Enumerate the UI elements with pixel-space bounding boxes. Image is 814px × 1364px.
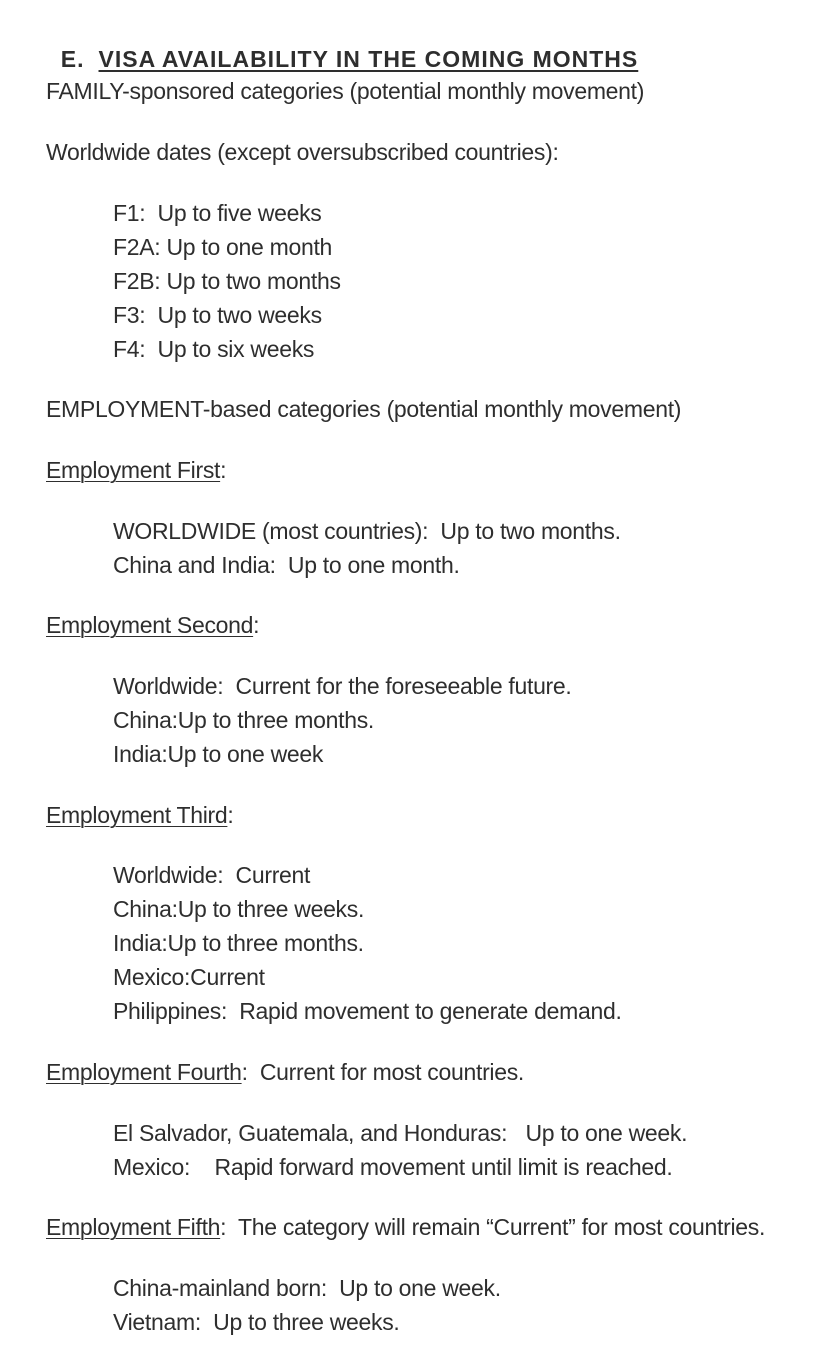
employment-fourth-item <box>113 1119 687 1147</box>
heading-label: Employment Fourth <box>46 1059 242 1085</box>
employment-second-item <box>113 706 374 734</box>
employment-fourth-item <box>113 1153 672 1181</box>
item-text: Up to one week <box>167 741 324 767</box>
employment-fifth-item <box>113 1308 400 1336</box>
employment-fifth-item <box>113 1274 501 1302</box>
employment-third-heading <box>46 801 234 829</box>
heading-label: Employment Fifth <box>46 1214 221 1240</box>
item-label: Worldwide: <box>113 862 224 888</box>
item-label: F2B: <box>113 268 161 294</box>
heading-suffix: : <box>227 802 234 828</box>
employment-third-item <box>113 929 364 957</box>
item-text: Up to two months. <box>440 518 621 544</box>
employment-first-item <box>113 517 621 545</box>
family-item-f2a <box>113 233 332 261</box>
heading-suffix: : <box>253 612 260 638</box>
item-text: Up to two weeks <box>157 302 322 328</box>
item-label: Vietnam: <box>113 1309 201 1335</box>
item-label: India: <box>113 930 168 956</box>
employment-intro: EMPLOYMENT-based categories (potential monthly movement) <box>46 396 682 422</box>
item-text: Current for the foreseeable future. <box>235 673 572 699</box>
family-intro: FAMILY-sponsored categories (potential monthly movement) <box>46 78 645 104</box>
family-worldwide-label: Worldwide dates (except oversubscribed countries): <box>46 139 559 165</box>
employment-third-item <box>113 997 622 1025</box>
item-label: WORLDWIDE (most countries): <box>113 518 429 544</box>
item-label: China and India: <box>113 552 276 578</box>
employment-fifth-heading <box>46 1213 765 1241</box>
employment-first-item <box>113 551 460 579</box>
item-label: India: <box>113 741 168 767</box>
section-title: VISA AVAILABILITY IN THE COMING MONTHS <box>98 46 639 72</box>
item-text: Up to three weeks. <box>213 1309 400 1335</box>
employment-second-item <box>113 740 323 768</box>
item-label: China: <box>113 707 178 733</box>
employment-third-item <box>113 963 265 991</box>
item-text: Current <box>190 964 265 990</box>
item-label: F3: <box>113 302 146 328</box>
section-letter: E. <box>60 46 85 72</box>
item-label: Mexico: <box>113 964 191 990</box>
item-label: F2A: <box>113 234 161 260</box>
employment-second-heading <box>46 611 259 639</box>
item-text: Up to two months <box>166 268 341 294</box>
item-label: China: <box>113 896 178 922</box>
item-text: Up to six weeks <box>157 336 315 362</box>
item-label: Philippines: <box>113 998 228 1024</box>
item-text: Up to one month. <box>287 552 460 578</box>
employment-fourth-heading <box>46 1058 524 1086</box>
family-item-f2b <box>113 267 341 295</box>
item-text: Up to one week. <box>339 1275 501 1301</box>
item-text: Up to five weeks <box>157 200 322 226</box>
item-text: Rapid movement to generate demand. <box>239 998 622 1024</box>
family-item-f3 <box>113 301 322 329</box>
item-text: Rapid forward movement until limit is reached. <box>214 1154 673 1180</box>
employment-third-item <box>113 861 310 889</box>
employment-third-item <box>113 895 364 923</box>
item-text: Up to three weeks. <box>177 896 365 922</box>
heading-suffix: : Current for most countries. <box>241 1059 525 1085</box>
item-label: China-mainland born: <box>113 1275 327 1301</box>
employment-second-item <box>113 672 572 700</box>
heading-suffix: : The category will remain “Current” for most countries. <box>220 1214 766 1240</box>
family-item-f4 <box>113 335 314 363</box>
heading-label: Employment Second <box>46 612 254 638</box>
item-text: Up to one week. <box>525 1120 688 1146</box>
item-label: F4: <box>113 336 146 362</box>
item-text: Up to one month <box>166 234 333 260</box>
item-text: Up to three months. <box>177 707 374 733</box>
employment-first-heading <box>46 456 226 484</box>
item-label: F1: <box>113 200 146 226</box>
item-label: El Salvador, Guatemala, and Honduras: <box>113 1120 508 1146</box>
item-label: Worldwide: <box>113 673 224 699</box>
heading-label: Employment Third <box>46 802 228 828</box>
heading-label: Employment First <box>46 457 221 483</box>
heading-suffix: : <box>220 457 227 483</box>
section-heading <box>46 17 638 73</box>
item-text: Up to three months. <box>167 930 364 956</box>
item-text: Current <box>235 862 311 888</box>
item-label: Mexico: <box>113 1154 191 1180</box>
family-item-f1 <box>113 199 321 227</box>
